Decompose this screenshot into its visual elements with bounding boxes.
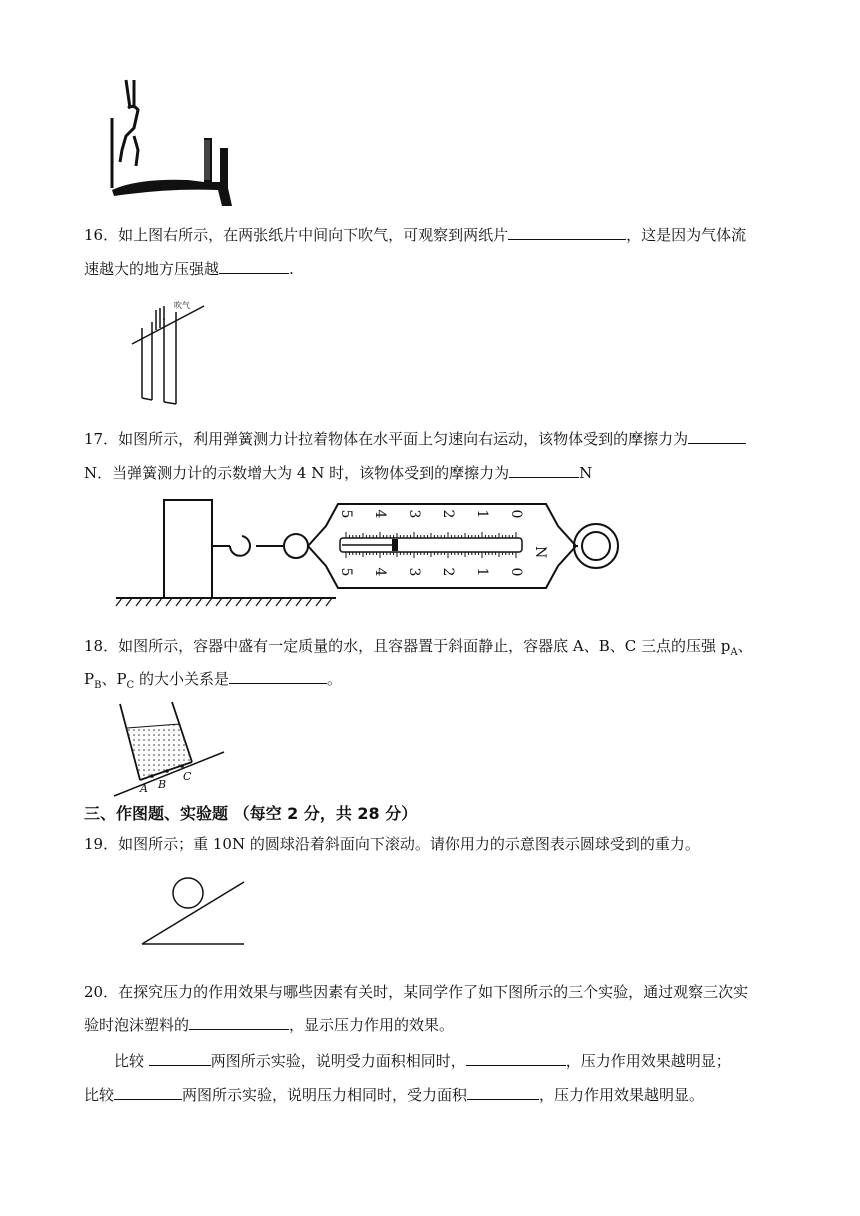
scale-label: 5 xyxy=(338,509,354,519)
question-16-line-1: 16．如上图右所示，在两张纸片中间向下吹气，可观察到两纸片 ，这是因为气体流 xyxy=(84,226,747,244)
scale-label: 3 xyxy=(406,509,422,519)
scale-label: 1 xyxy=(474,509,490,519)
scale-unit: N xyxy=(532,546,548,559)
figure-18-container-incline xyxy=(112,698,232,798)
answer-blank[interactable] xyxy=(189,1014,289,1030)
scale-label: 1 xyxy=(474,567,490,577)
answer-blank[interactable] xyxy=(149,1050,211,1066)
scale-label: 4 xyxy=(372,567,388,577)
blow-label: 吹气 xyxy=(174,301,190,310)
question-20-line-3: 比较 两图所示实验，说明受力面积相同时， ，压力作用效果越明显； xyxy=(114,1052,731,1070)
scale-label: 0 xyxy=(508,567,524,577)
section-3-heading: 三、作图题、实验题 （每空 2 分，共 28 分） xyxy=(84,804,418,823)
scale-label: 5 xyxy=(338,567,354,577)
figure-17-spring-scale xyxy=(116,494,656,614)
question-18-line-1: 18．如图所示，容器中盛有一定质量的水，且容器置于斜面静止，容器底 A、B、C 三点的压强 $p_A$、 xyxy=(84,637,753,658)
answer-blank[interactable] xyxy=(509,462,579,478)
answer-blank[interactable] xyxy=(688,428,746,444)
question-16-line-2: 速越大的地方压强越 . xyxy=(84,260,294,278)
scale-label: 3 xyxy=(406,567,422,577)
scale-label: 2 xyxy=(440,509,456,519)
question-17-line-2: N．当弹簧测力计的示数增大为 4 N 时，该物体受到的摩擦力为 N xyxy=(84,464,593,482)
answer-blank[interactable] xyxy=(467,1084,539,1100)
answer-blank[interactable] xyxy=(508,224,626,240)
answer-blank[interactable] xyxy=(466,1050,566,1066)
question-17-line-1: 17．如图所示，利用弹簧测力计拉着物体在水平面上匀速向右运动，该物体受到的摩擦力为 xyxy=(84,428,746,449)
figure-top-apparatus xyxy=(108,78,248,218)
answer-blank[interactable] xyxy=(229,668,327,684)
label-a: A xyxy=(140,782,148,795)
label-b: B xyxy=(158,778,167,791)
answer-blank[interactable] xyxy=(114,1084,182,1100)
question-20-line-1: 20．在探究压力的作用效果与哪些因素有关时，某同学作了如下图所示的三个实验，通过观察三次实 xyxy=(84,983,749,1001)
question-20-line-2: 验时泡沫塑料的 ，显示压力作用的效果。 xyxy=(84,1016,455,1034)
label-c: C xyxy=(183,770,192,783)
question-20-line-4: 比较 两图所示实验，说明压力相同时，受力面积 ，压力作用效果越明显。 xyxy=(84,1086,705,1104)
scale-label: 2 xyxy=(440,567,456,577)
question-18-line-2: $P_B$、$P_C$ 的大小关系是 。 xyxy=(84,670,342,691)
answer-blank[interactable] xyxy=(219,258,289,274)
question-19-line-1: 19．如图所示；重 10N 的圆球沿着斜面向下滚动。请你用力的示意图表示圆球受到的重力。 xyxy=(84,835,700,853)
scale-label: 0 xyxy=(508,509,524,519)
scale-label: 4 xyxy=(372,509,388,519)
figure-19-ball-incline xyxy=(140,876,250,948)
figure-16-paper-sheets xyxy=(130,298,210,413)
